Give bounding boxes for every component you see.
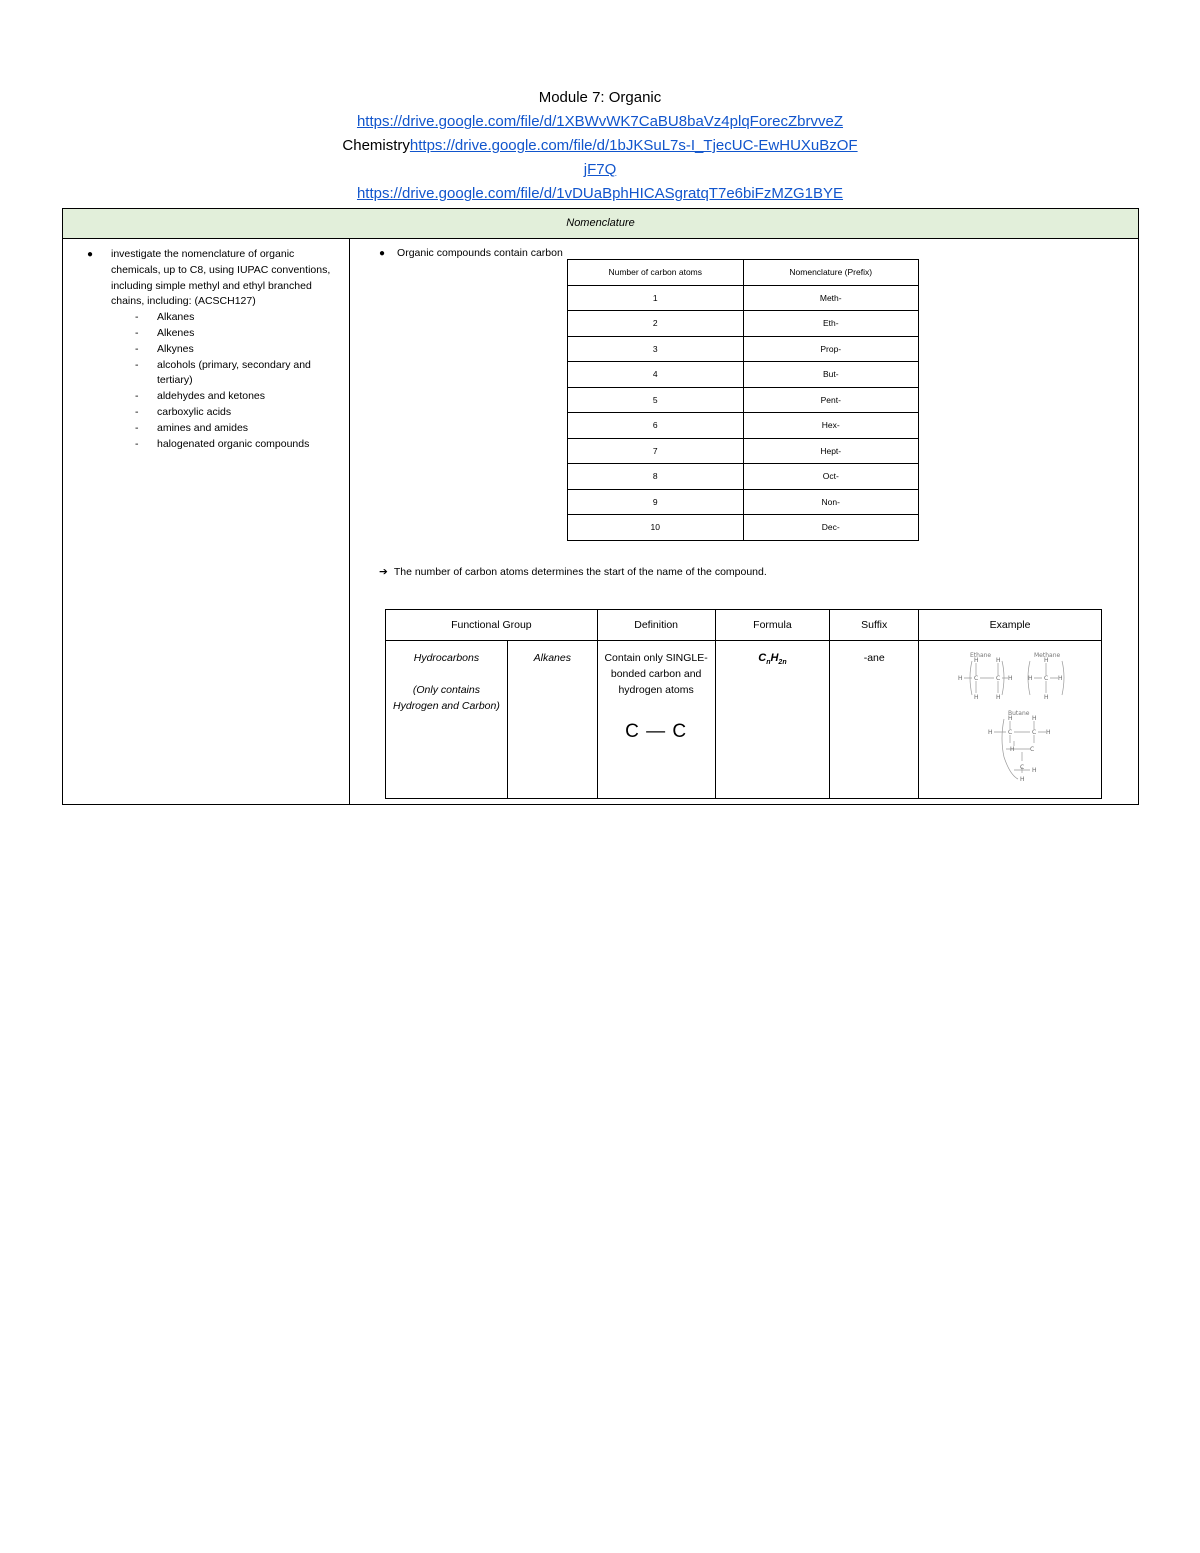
subgroup-cell: Alkanes	[507, 641, 597, 799]
svg-text:H: H	[1028, 675, 1033, 682]
general-formula: $C_nH_{2n}$	[758, 652, 787, 667]
svg-text:H: H	[958, 675, 963, 682]
bullet-icon: ●	[379, 248, 386, 259]
table-row: 7 Hept-	[568, 438, 919, 464]
svg-text:C: C	[996, 675, 1001, 682]
list-item: - aldehydes and ketones	[135, 390, 265, 403]
compound-list	[135, 310, 331, 452]
table-row: 9 Non-	[568, 489, 919, 515]
svg-text:H: H	[1032, 767, 1037, 774]
carbon-bullet: ● Organic compounds contain carbon	[379, 247, 563, 259]
link-module-notes-2[interactable]: https://drive.google.com/file/d/1bJKSuL7s-I_TjecUC-EwHUXuBzOF	[409, 137, 858, 154]
table-row: 1 Meth-	[568, 285, 919, 311]
table-row: 5 Pent-	[568, 387, 919, 413]
structure-label: Butane	[1008, 710, 1030, 717]
bond-diagram: C — C	[625, 721, 688, 743]
syllabus-points	[87, 247, 331, 452]
table-row: 8 Oct-	[568, 464, 919, 490]
chemistry-label: Chemistry	[342, 137, 410, 154]
suffix-cell: -ane	[830, 641, 919, 799]
svg-text:H: H	[974, 657, 979, 664]
table-row: 6 Hex-	[568, 413, 919, 439]
page-title: Module 7: Organic	[538, 89, 662, 106]
bullet-icon: ●	[87, 249, 94, 260]
list-item: - Alkenes	[135, 326, 195, 339]
definition-text: Contain only SINGLE-bonded carbon and hydrogen atoms	[604, 652, 708, 696]
table-header-row	[386, 610, 1102, 641]
link-module-notes-1[interactable]: https://drive.google.com/file/d/1XBWvWK7CaBU8baVz4plqForecZbrvveZ	[356, 113, 844, 130]
group-name: Hydrocarbons	[413, 652, 480, 664]
svg-text:C: C	[974, 675, 979, 682]
svg-text:H: H	[1058, 675, 1063, 682]
table-header-row	[568, 260, 919, 286]
section-band: Nomenclature	[63, 209, 1138, 239]
svg-text:H: H	[1020, 776, 1025, 783]
svg-text:H: H	[1046, 729, 1051, 736]
arrow-right-icon: ➔	[379, 566, 388, 578]
svg-text:H: H	[1044, 657, 1049, 664]
svg-text:H: H	[1008, 675, 1013, 682]
table-header: Example	[919, 610, 1102, 641]
document-header	[0, 86, 1200, 206]
table-row	[386, 641, 1102, 799]
svg-text:H: H	[996, 657, 1001, 664]
svg-text:C: C	[1032, 729, 1037, 736]
table-row: 2 Eth-	[568, 311, 919, 337]
table-row: 4 But-	[568, 362, 919, 388]
column-divider	[349, 239, 350, 805]
syllabus-table	[62, 208, 1139, 805]
table-row: 10 Dec-	[568, 515, 919, 541]
svg-text:H: H	[974, 694, 979, 701]
alkane-structures-image	[950, 649, 1070, 791]
svg-text:H: H	[1010, 746, 1015, 753]
link-module-notes-2-continued[interactable]: jF7Q	[583, 161, 617, 178]
table-header: Definition	[597, 610, 715, 641]
table-header: Formula	[715, 610, 830, 641]
list-item: - Alkanes	[135, 311, 195, 324]
svg-text:H: H	[988, 729, 993, 736]
svg-text:C: C	[1008, 729, 1013, 736]
prefix-table	[567, 259, 919, 541]
structure-label: Methane	[1034, 652, 1061, 659]
svg-text:H: H	[996, 694, 1001, 701]
table-header: Nomenclature (Prefix)	[743, 260, 919, 286]
syllabus-intro: investigate the nomenclature of organic chemicals, up to C8, using IUPAC conventions, including simple methyl and ethyl branched chains, including: (ACSCH127)	[111, 248, 331, 308]
structure-label: Ethane	[970, 652, 992, 659]
group-note: (Only contains Hydrogen and Carbon)	[393, 683, 500, 712]
table-header: Number of carbon atoms	[568, 260, 744, 286]
list-item: - Alkynes	[135, 342, 194, 355]
svg-text:C: C	[1020, 764, 1025, 771]
functional-group-table	[385, 609, 1102, 799]
formula-cell	[715, 641, 830, 799]
group-cell	[386, 641, 508, 799]
list-item: - amines and amides	[135, 421, 249, 434]
list-item: - carboxylic acids	[135, 405, 232, 418]
definition-cell	[597, 641, 715, 799]
table-header: Suffix	[830, 610, 919, 641]
svg-text:C: C	[1044, 675, 1049, 682]
arrow-note: ➔ The number of carbon atoms determines the start of the name of the compound.	[379, 566, 767, 578]
table-row: 3 Prop-	[568, 336, 919, 362]
svg-text:C: C	[1030, 746, 1035, 753]
list-item: - halogenated organic compounds	[135, 437, 310, 450]
example-cell	[919, 641, 1102, 799]
table-header: Functional Group	[386, 610, 598, 641]
link-module-notes-3[interactable]: https://drive.google.com/file/d/1vDUaBphHICASgratqT7e6biFzMZG1BYE	[356, 185, 844, 202]
svg-text:H: H	[1044, 694, 1049, 701]
list-item: - alcohols (primary, secondary and tertiary)	[135, 358, 311, 387]
svg-text:H: H	[1032, 715, 1037, 722]
svg-text:H: H	[1008, 715, 1013, 722]
